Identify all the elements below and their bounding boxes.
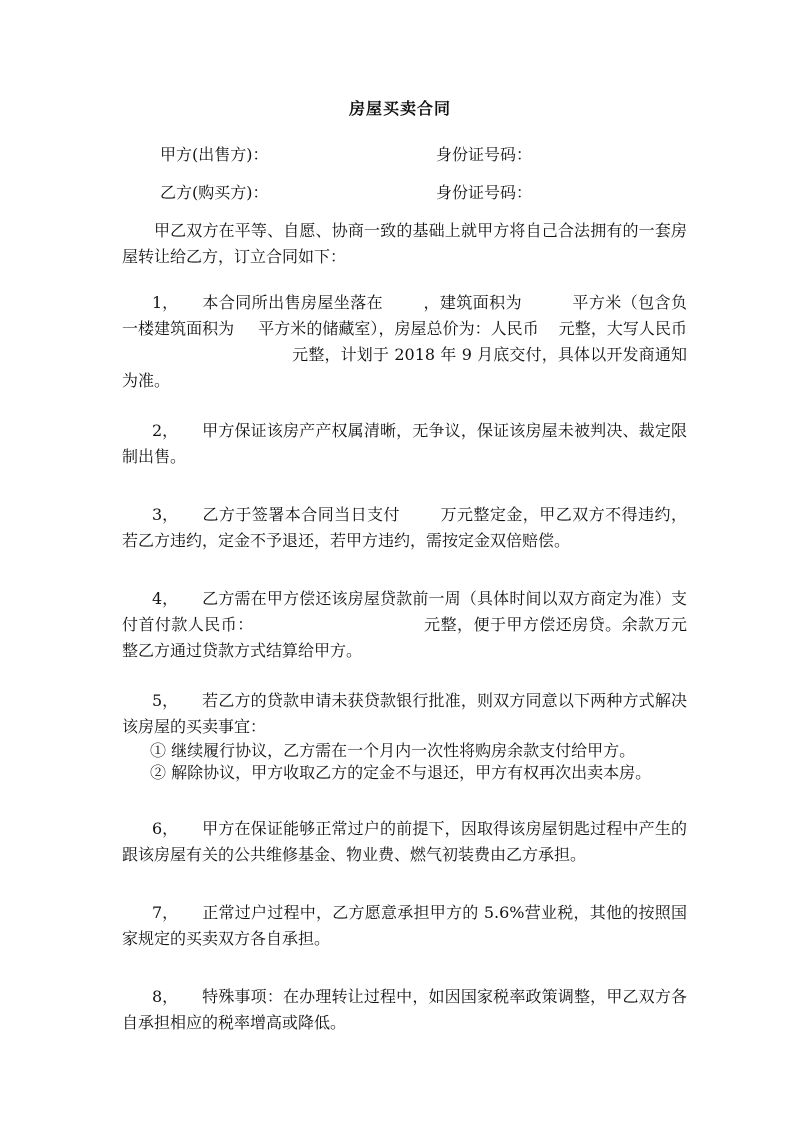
clause-2 <box>122 418 687 470</box>
clause-text: 元整，计划于 2018 年 9 月底交付，具体以开发商通知为准。 <box>122 345 687 390</box>
clause-text: 甲方保证该房产产权属清晰，无争议，保证该房屋未被判决、裁定限制出售。 <box>122 421 687 466</box>
clause-number: 6， <box>152 819 179 838</box>
document-title: 房屋买卖合同 <box>348 99 451 118</box>
clause-text: 特殊事项：在办理转让过程中，如因国家税率政策调整，甲乙双方各自承担相应的税率增高或降低。 <box>122 987 687 1032</box>
clause-number: 5， <box>152 691 179 710</box>
clause-5-option-1: ① 继续履行协议，乙方需在一个月内一次性将购房余款支付给甲方。 <box>150 741 636 760</box>
clause-3 <box>122 502 687 554</box>
clause-number: 8， <box>152 987 179 1006</box>
clause-text: 本合同所出售房屋坐落在 <box>202 293 384 312</box>
party-a-row <box>0 142 800 164</box>
clause-number: 4， <box>152 589 179 608</box>
party-a-id-label: 身份证号码： <box>436 145 533 164</box>
clause-text: 若乙方的贷款申请未获贷款银行批准，则双方同意以下两种方式解决该房屋的买卖事宜： <box>122 691 687 736</box>
clause-text: 万元整定金，甲乙双方不得违约，若乙方违约，定金不予退还，若甲方违约，需按定金双倍赔偿。 <box>122 505 687 550</box>
intro-paragraph: 甲乙双方在平等、自愿、协商一致的基础上就甲方将自己合法拥有的一套房屋转让给乙方，订立合同如下： <box>122 221 687 266</box>
clause-text: ，建筑面积为 <box>423 293 523 312</box>
party-b-label: 乙方(购买方)： <box>160 183 269 202</box>
clause-number: 3， <box>152 505 179 524</box>
clause-text: 乙方于签署本合同当日支付 <box>202 505 401 524</box>
party-b-row <box>0 180 800 202</box>
clause-7 <box>122 900 687 952</box>
clause-text: 平方米（包含负一楼建筑面积为 <box>122 293 687 338</box>
clause-text: 元整，大写人民币 <box>558 319 687 338</box>
clause-number: 7， <box>152 903 179 922</box>
party-a-label: 甲方(出售方)： <box>160 145 269 164</box>
clause-text: 平方米的储藏室），房屋总价为：人民币 <box>258 319 539 338</box>
clause-text: 正常过户过程中，乙方愿意承担甲方的 5.6%营业税，其他的按照国家规定的买卖双方各自承担。 <box>122 903 687 948</box>
clause-5 <box>122 688 687 740</box>
clause-5-option-2: ② 解除协议，甲方收取乙方的定金不与退还，甲方有权再次出卖本房。 <box>150 763 652 782</box>
clause-text: 甲方在保证能够正常过户的前提下，因取得该房屋钥匙过程中产生的跟该房屋有关的公共维修基金、物业费、燃气初装费由乙方承担。 <box>122 819 687 864</box>
clause-8 <box>122 984 687 1036</box>
clause-number: 2， <box>152 421 179 440</box>
clause-text: 万元整乙方通过贷款方式结算给甲方。 <box>122 615 687 660</box>
clause-4 <box>122 586 687 664</box>
clause-number: 1， <box>152 293 179 312</box>
clause-text: 元整，便于甲方偿还房贷。余款 <box>423 615 655 634</box>
clause-6 <box>122 816 687 868</box>
party-b-id-label: 身份证号码： <box>436 183 533 202</box>
clause-text: 乙方需在甲方偿还该房屋贷款前一周（具体时间以双方商定为准）支付首付款人民币： <box>122 589 687 634</box>
clause-1 <box>122 290 687 394</box>
